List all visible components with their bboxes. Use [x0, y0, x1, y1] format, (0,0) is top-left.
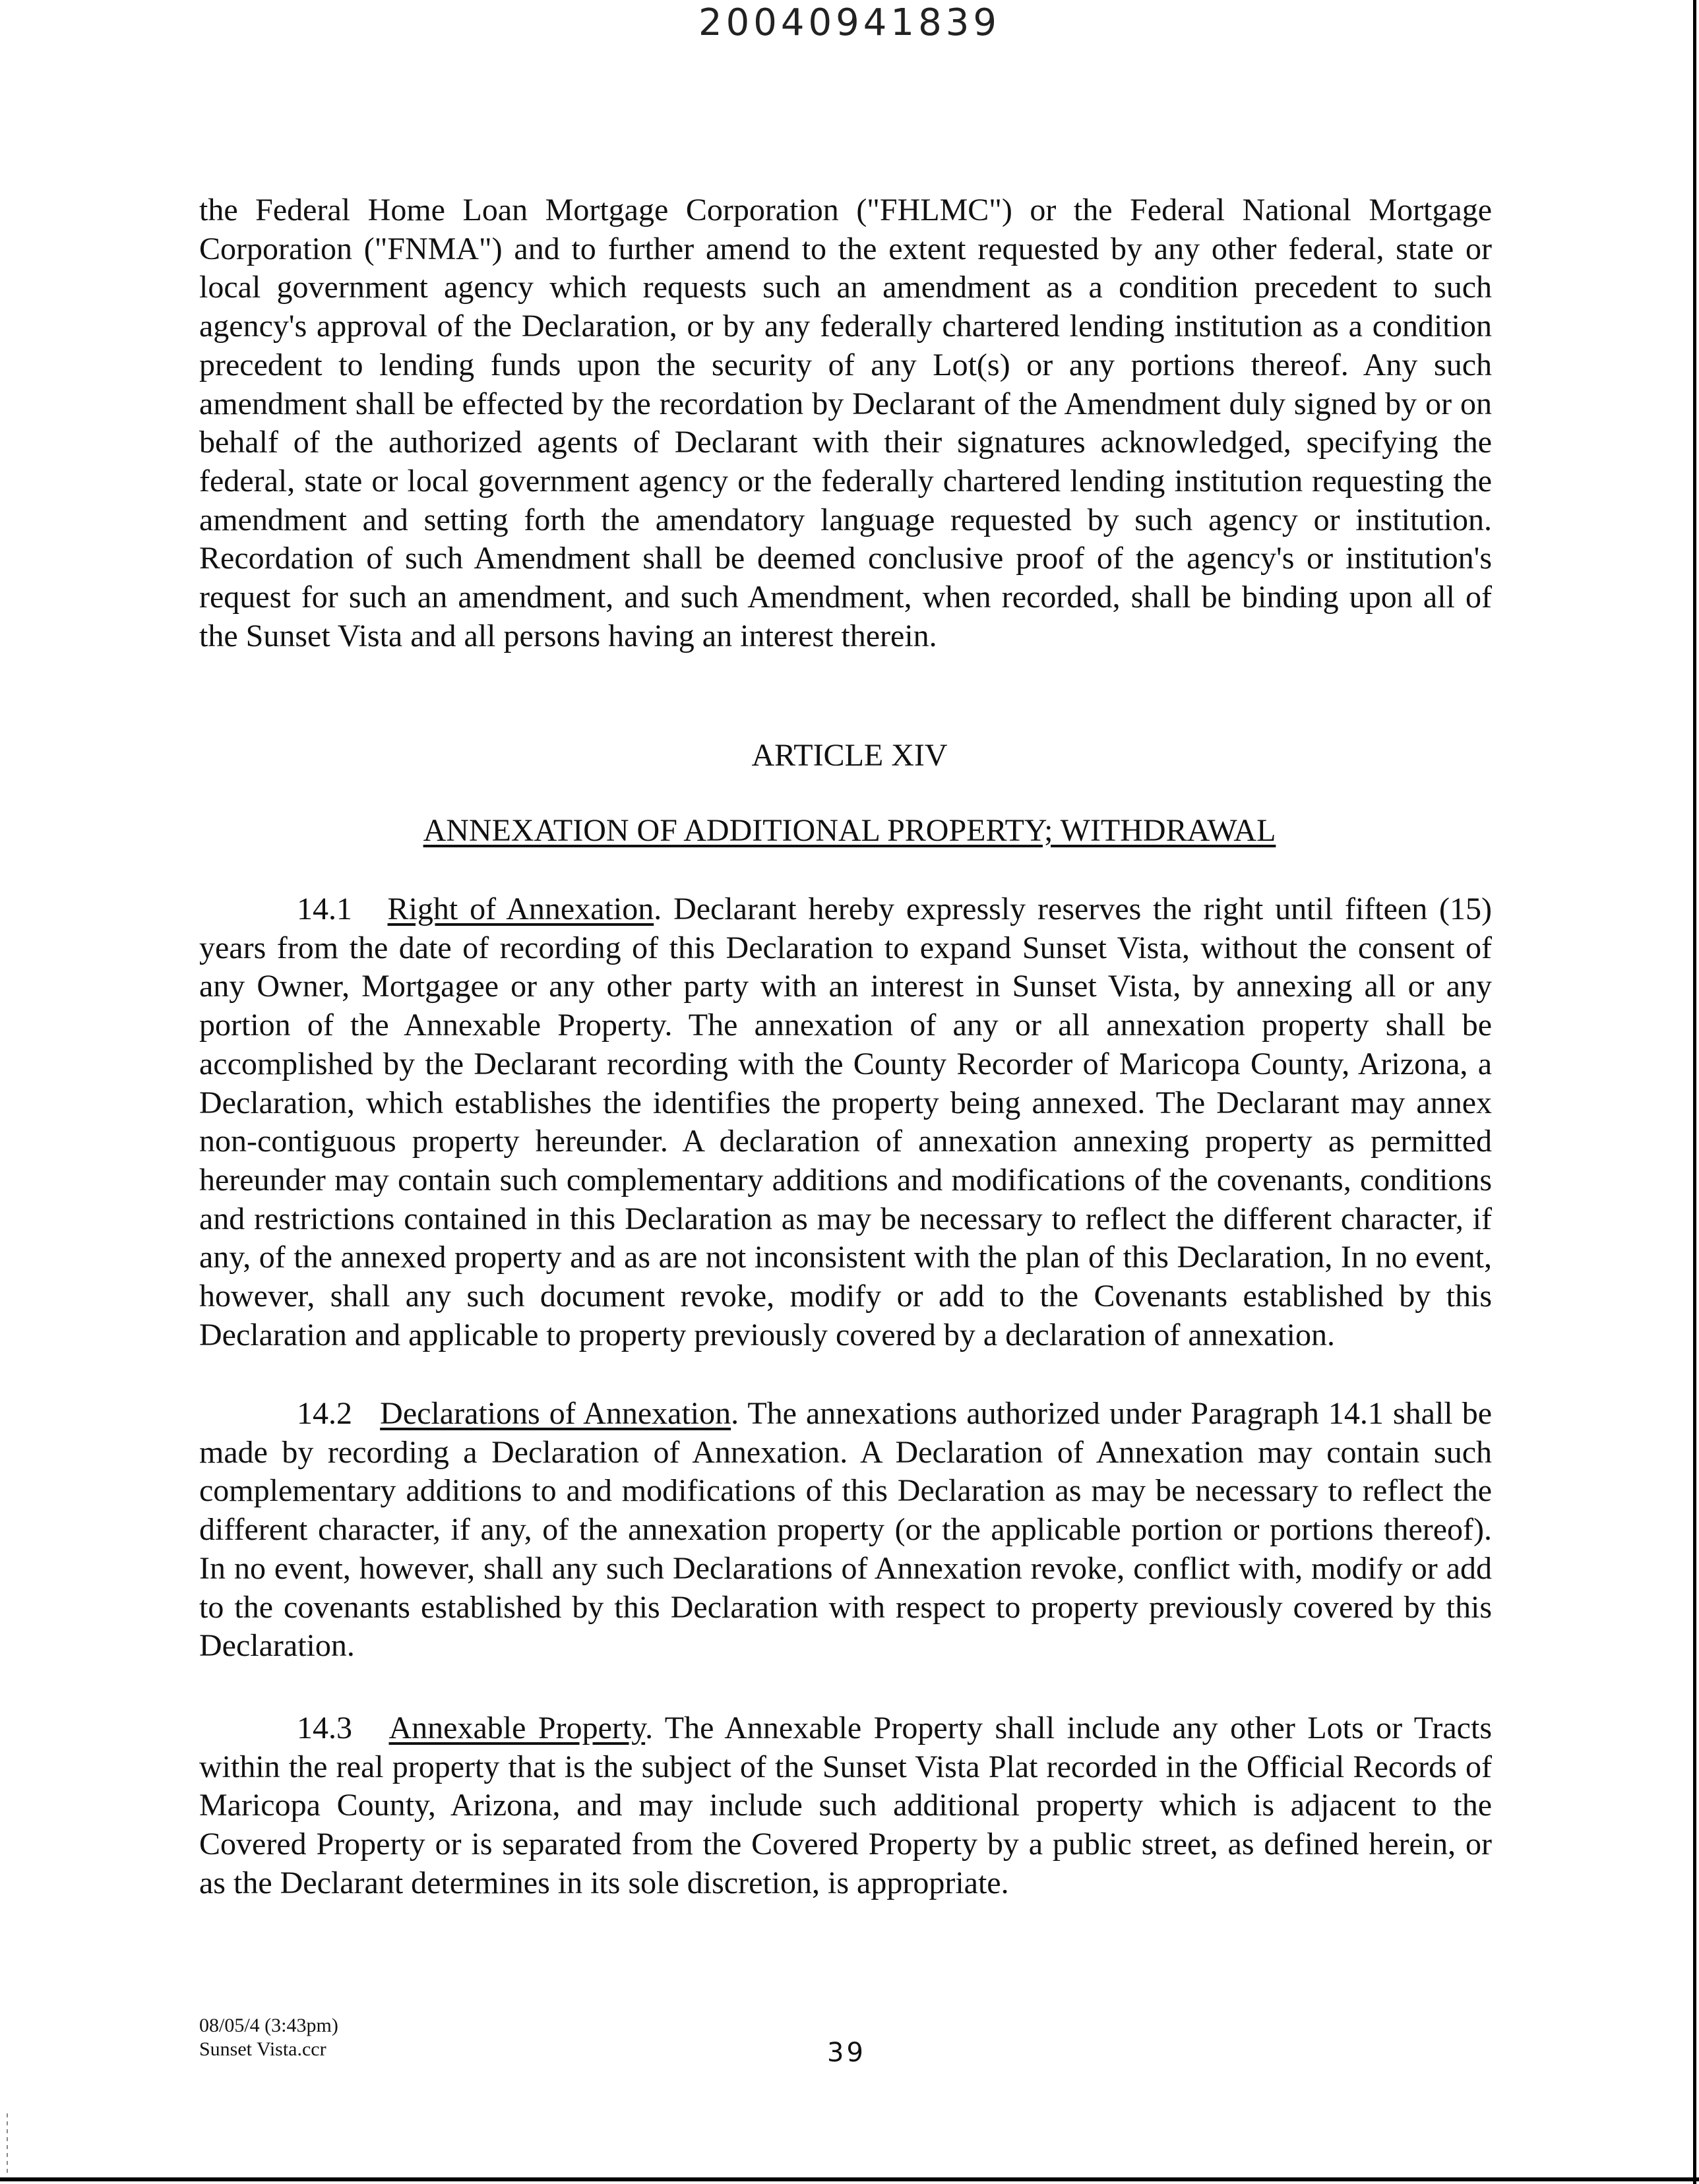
footer-date: 08/05/4 (3:43pm) [199, 2015, 338, 2036]
scan-border-bottom [0, 2177, 1699, 2181]
section-number: 14.3 [297, 1711, 352, 1745]
section-title: Declarations of Annexation [380, 1396, 731, 1431]
page-number: 39 [827, 2038, 866, 2068]
section-body: . Declarant hereby expressly reserves the right until fifteen (15) years from the date of recording of this Declaration to expand Sunset Vista, without the consent of any Owner, Mortgagee or any other party with an interest in Sunset Vista, by annexing all or any portion of the Annexable Property. The annexation of any or all annexation property shall be accomplished by the Declarant recording with the County Recorder of Maricopa County, Arizona, a Declaration, which establishes the identifies the property being annexed. The Declarant may annex non-contiguous property hereunder. A declaration of annexation annexing property as permitted hereunder may contain such complementary additions and modifications of the covenants, conditions and restrictions contained in this Declaration as may be necessary to reflect the different character, if any, of the annexed property and as are not inconsistent with the plan of this Declaration, In no event, however, shall any such document revoke, modify or add to the Covenants established by this Declaration and applicable to property previously covered by a declaration of annexation. [199, 892, 1493, 1352]
article-title: ARTICLE XIV [751, 738, 948, 773]
footer-info [199, 2014, 338, 2061]
footer-filename: Sunset Vista.ccr [199, 2038, 326, 2060]
paragraph-continuation: the Federal Home Loan Mortgage Corporation ("FHLMC") or the Federal National Mortgage Corporation ("FNMA") and to further amend to the extent requested by any other federal, state or local government agency which requests such an amendment as a condition precedent to such agency's approval of the Declaration, or by any federally chartered lending institution as a condition precedent to lending funds upon the security of any Lot(s) or any portions thereof. Any such amendment shall be effected by the recordation by Declarant of the Amendment duly signed by or on behalf of the authorized agents of Declarant with their signatures acknowledged, specifying the federal, state or local government agency or the federally chartered lending institution requesting the amendment and setting forth the amendatory language requested by such agency or institution. Recordation of such Amendment shall be deemed conclusive proof of the agency's or institution's request for such an amendment, and such Amendment, when recorded, shall be binding upon all of the Sunset Vista and all persons having an interest therein. [199, 193, 1492, 653]
section-title: Annexable Property [388, 1711, 646, 1745]
article-subtitle [0, 812, 1699, 849]
section-body: . The annexations authorized under Paragraph 14.1 shall be made by recording a Declaration of Annexation. A Declaration of Annexation may contain such complementary additions to and modifications of this Declaration as may be necessary to reflect the different character, if any, of the annexation property (or the applicable portion or portions thereof). In no event, however, shall any such Declarations of Annexation revoke, conflict with, modify or add to the covenants established by this Declaration with respect to property previously covered by this Declaration. [199, 1396, 1492, 1664]
section-14-3 [199, 1709, 1492, 1903]
scan-border-right [1693, 0, 1696, 2184]
section-14-2 [199, 1395, 1492, 1666]
recording-number: 20040941839 [698, 1, 1001, 44]
scan-artifact-marks [7, 2113, 8, 2173]
section-body: . The Annexable Property shall include any other Lots or Tracts within the real property that is the subject of the Sunset Vista Plat recorded in the Official Records of Maricopa County, Arizona, and may include such additional property which is adjacent to the Covered Property or is separated from the Covered Property by a public street, as defined herein, or as the Declarant determines in its sole discretion, is appropriate. [199, 1711, 1492, 1900]
section-number: 14.2 [297, 1396, 352, 1431]
section-title: Right of Annexation [387, 892, 654, 926]
section-number: 14.1 [297, 892, 352, 926]
section-14-1 [199, 890, 1492, 1354]
article-subtitle-text: ANNEXATION OF ADDITIONAL PROPERTY; WITHDRAWAL [423, 813, 1276, 848]
